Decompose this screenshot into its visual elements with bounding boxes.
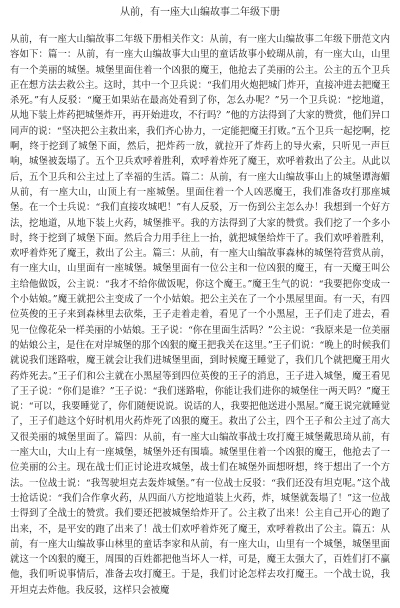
document-title: 从前，有一座大山编故事二年级下册 (120, 7, 280, 18)
document-body: 从前，有一座大山编故事二年级下册相关作文：从前，有一座大山编故事二年级下册范文内容如下：篇一：从前，有一座大山编故事大山里的童话故事小蛟瑚从前，有一座大山，山里有一个美丽的城堡。城堡里面住着一个凶狠的魔王，他抢去了美丽的公主。公主的五个卫兵正在想方法去救公主。这时，其中一个卫兵说：“我们用火炮把城门炸开，直接冲进去把魔王杀死。”有人反驳：“魔王如果站在最高处看到了你，怎么办呢？”另一个卫兵说：“挖地道，从地下装上炸药把城堡炸开，再开始进攻，不行吗？”他的方法得到了大家的赞赏，他们异口同声的说：“坚决把公主救出来，我们齐心协力，一定能把魔王打败。”五个卫兵一起挖啊，挖啊，终于挖到了城堡下面，然后，把炸药一放，就拉开了炸药上的导火索，只听见一声巨响，城堡被轰塌了。五个卫兵欢呼着胜利，欢呼着炸死了魔王，欢呼着救出了公主。从此以后，五个卫兵和公主过上了幸福的生活。篇二：从前，有一座大山编故事山上的城堡谭海媚从前，有一座大山，山顶上有一座城堡。里面住着一个人凶恶魔王，我们准备攻打那座城堡。在一个士兵说：“我们直接攻城吧！”有人反驳，万一伤到公主怎么办！我想到一个好方法，挖地道，从地下装上火药，城堡推平。我的方法得到了大家的赞赏。我们挖了一个多小时，终于挖到了城堡下面。然后合力用手往上一抬，就把城堡给炸干了。我们欢呼着胜利，欢呼着炸死了魔王，救出了公主。篇三：从前，有一座大山编故事森林的城堡符营赏从前，有一座大山，山里面有一座城堡。城堡里面有一位公主和一位凶狠的魔王，有一天魔王叫公主给他做饭，公主说：“我才不给你做饭呢，你这个魔王。”魔王生气的说：“我要把你变成一个小姑娘。”魔王就把公主变成了一个小姑娘。把公主关在了一个小黑屋里面。有一天，有四位英俊的王子来到森林里去砍柴，王子走着走着，看见了一个小黑屋，王子们走了进去，看见一位像花朵一样美丽的小姑娘。王子说：“你在里面生活吗？”公主说：“我原来是一位美丽的姑娘公主，是住在对岸城堡的那个凶狠的魔王把我关在这里。”王子们说：“晚上的时候我们就说我们迷路啦，魔王就会让我们进城堡里面，到时候魔王睡觉了，我们几个就把魔王用火药炸死去。”王子们和公主就在小黑屋等到四位英俊的王子的消息，王子进入城堡，魔王看见了王子说：“你们是谁？”王子说：“我们迷路啦，你能让我们进你的城堡住一两天吗？”魔王说：“可以，我要睡觉了，你们随便说说。说话的人，我要把他送进小黑屋。”魔王说完就睡觉了，王子们趁这个好时机用火药炸死了凶狠的魔王。救出了公主，四个王子和公主过了高大又很美丽的城堡里面了。篇四：从前，有一座大山编故事战士攻打魔王城堡戴思琦从前，有一座大山，大山上有一座城堡，城堡外还有围墙。城堡里住着一个凶狠的魔王，他抢去了一位美丽的公主。现在战士们正讨论进攻城堡，战士们在城堡外面想呀想，终于想出了一个方法。一位战士说：“我驾驶坦克去轰炸城堡。”有一位战士反驳：“我们还没有坦克呢。”这个战士抢话说：“我们合作拿火药，从四面八方挖地道装上火药，炸，城堡就轰塌了！”这一位战士得到了全战士的赞赏。我们要还把被城堡给炸开了。公主救了出来！公主自己开心的跑了出来，不，是平安的跑了出来了！战士们欢呼着炸死了魔王，欢呼着救出了公主。篇五：从前，有一座大山编故事山林里的童话李家和从前，有一座大山，山里有一个城堡，城堡里面就这一个凶狠的魔王，周围的百姓都把他当坏人一样，可是，魔王太强大了，百姓们打不赢他，我们听说事情后，准备去攻打魔王。于是，我们讨论怎样去攻打魔王。一个战士说，我开坦克去炸他。我反驳，这样只会被魔 (10, 34, 391, 596)
